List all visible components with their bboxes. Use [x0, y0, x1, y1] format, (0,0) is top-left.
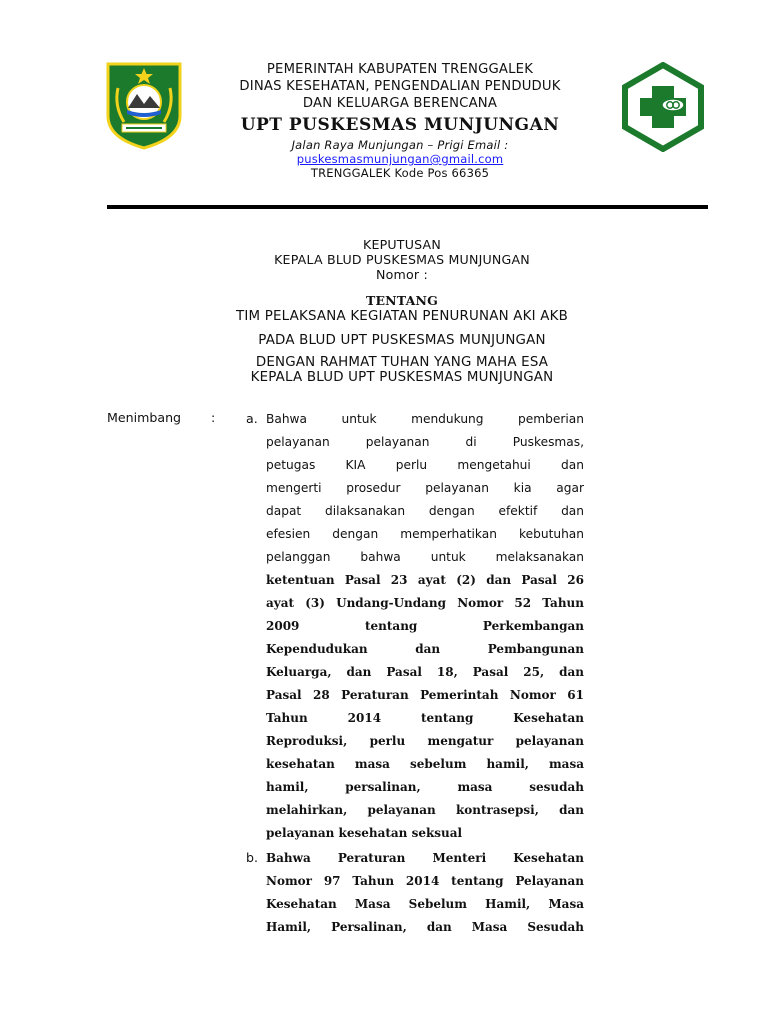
- decision-heading: KEPUTUSAN: [362, 237, 441, 252]
- paragraph-line: kesehatan masa sebelum hamil, masa: [266, 757, 584, 771]
- paragraph-line: ketentuan Pasal 23 ayat (2) dan Pasal 26: [266, 573, 584, 587]
- paragraph-line: Bahwa untuk mendukung pemberian: [266, 412, 584, 426]
- paragraph-line: Kesehatan Masa Sebelum Hamil, Masa: [266, 897, 584, 911]
- issuer-line-2: KEPALA BLUD UPT PUSKESMAS MUNJUNGAN: [250, 370, 554, 385]
- paragraph-line: pelanggan bahwa untuk melaksanakan: [266, 550, 584, 564]
- header-email-link[interactable]: puskesmasmunjungan@gmail.com: [296, 152, 504, 166]
- paragraph-line: pelayanan kesehatan seksual: [266, 826, 463, 840]
- paragraph-line: ayat (3) Undang-Undang Nomor 52 Tahun: [266, 596, 584, 610]
- paragraph-line: Kependudukan dan Pembangunan: [266, 642, 584, 656]
- paragraph-line: Bahwa Peraturan Menteri Kesehatan: [266, 851, 584, 865]
- header-government-line: PEMERINTAH KABUPATEN TRENGGALEK: [266, 62, 534, 77]
- item-b-marker: b.: [246, 850, 258, 865]
- subject-line-2: PADA BLUD UPT PUSKESMAS MUNJUNGAN: [258, 333, 546, 348]
- invocation-line: DENGAN RAHMAT TUHAN YANG MAHA ESA: [255, 355, 549, 370]
- header-organization-name: UPT PUSKESMAS MUNJUNGAN: [240, 115, 560, 135]
- issuer-heading: KEPALA BLUD PUSKESMAS MUNJUNGAN: [274, 252, 530, 267]
- paragraph-line: Nomor 97 Tahun 2014 tentang Pelayanan: [266, 874, 584, 888]
- paragraph-line: dapat dilaksanakan dengan efektif dan: [266, 504, 584, 518]
- puskesmas-cross-icon: [618, 62, 708, 152]
- paragraph-line: 2009 tentang Perkembangan: [266, 619, 584, 633]
- paragraph-line: Keluarga, dan Pasal 18, Pasal 25, dan: [266, 665, 584, 679]
- header-department-line: DINAS KESEHATAN, PENGENDALIAN PENDUDUK: [239, 79, 561, 94]
- paragraph-line: Pasal 28 Peraturan Pemerintah Nomor 61: [266, 688, 584, 702]
- paragraph-line: efesien dengan memperhatikan kebutuhan: [266, 527, 584, 541]
- header-department-line-2: DAN KELUARGA BERENCANA: [302, 96, 498, 111]
- paragraph-line: hamil, persalinan, masa sesudah: [266, 780, 584, 794]
- header-city-postal: TRENGGALEK Kode Pos 66365: [310, 166, 490, 180]
- item-b-paragraph: [266, 850, 584, 942]
- menimbang-colon: :: [211, 410, 216, 425]
- decision-number: Nomor :: [376, 267, 428, 282]
- paragraph-line: Reproduksi, perlu mengatur pelayanan: [266, 734, 584, 748]
- paragraph-line: Hamil, Persalinan, dan Masa Sesudah: [266, 920, 584, 934]
- item-a-marker: a.: [246, 411, 258, 426]
- paragraph-line: mengerti prosedur pelayanan kia agar: [266, 481, 584, 495]
- paragraph-line: petugas KIA perlu mengetahui dan: [266, 458, 584, 472]
- subject-line-1: TIM PELAKSANA KEGIATAN PENURUNAN AKI AKB: [236, 309, 568, 324]
- header-address: Jalan Raya Munjungan – Prigi Email :: [291, 138, 509, 152]
- menimbang-label: Menimbang: [107, 410, 182, 425]
- paragraph-line: Tahun 2014 tentang Kesehatan: [266, 711, 584, 725]
- paragraph-line: melahirkan, pelayanan kontrasepsi, dan: [266, 803, 584, 817]
- about-heading: TENTANG: [365, 293, 439, 308]
- regency-coat-of-arms-icon: [104, 58, 184, 150]
- item-a-paragraph: [266, 411, 584, 848]
- header-divider: [107, 205, 708, 209]
- paragraph-line: pelayanan pelayanan di Puskesmas,: [266, 435, 584, 449]
